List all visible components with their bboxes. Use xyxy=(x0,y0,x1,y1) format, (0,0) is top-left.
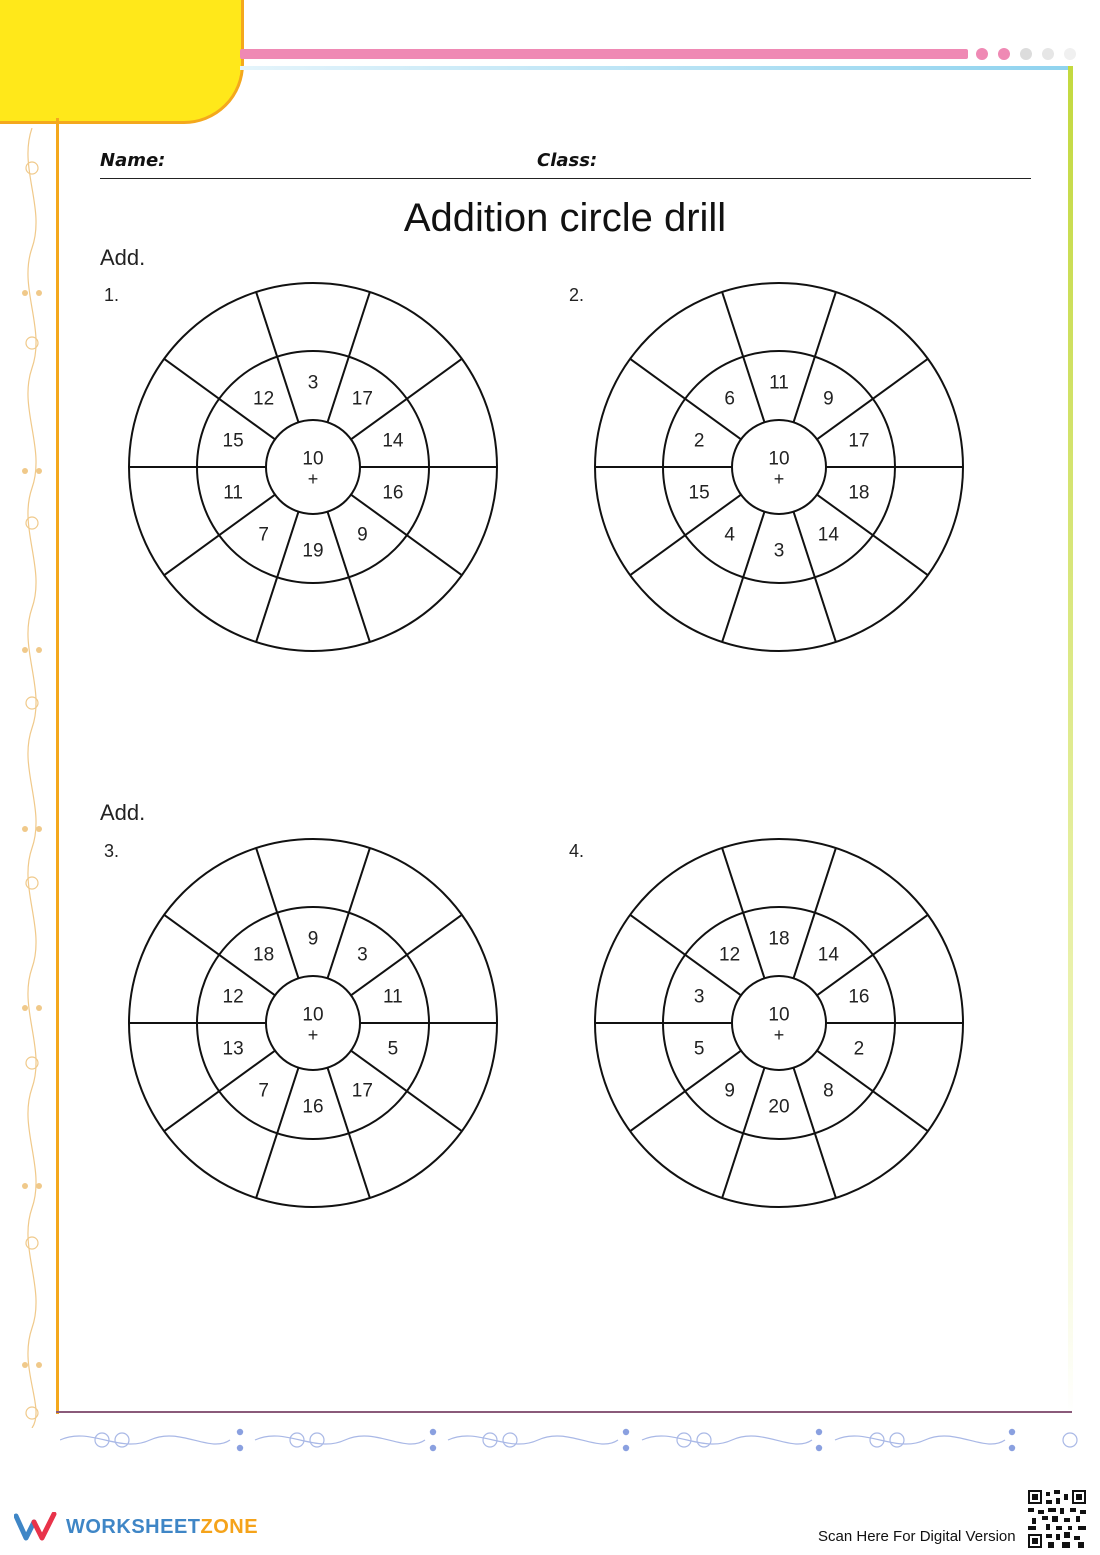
drill-label-2: 2. xyxy=(569,285,585,305)
answer-cell-7[interactable] xyxy=(148,407,192,435)
ring-number: 15 xyxy=(222,430,244,452)
ring-number: 8 xyxy=(823,1080,834,1102)
ring-number: 9 xyxy=(823,388,834,410)
worksheet-title: Addition circle drill xyxy=(403,196,727,240)
brand-text-worksheet: WORKSHEET xyxy=(66,1515,201,1538)
ring-number: 5 xyxy=(387,1038,399,1060)
answer-cell-9[interactable] xyxy=(291,859,335,887)
ring-number: 4 xyxy=(724,524,735,546)
ring-number: 3 xyxy=(357,944,368,966)
center-number: 10 xyxy=(768,448,790,470)
drill-label-3: 3. xyxy=(104,841,120,861)
ring-number: 17 xyxy=(351,388,373,410)
ring-number: 7 xyxy=(258,524,269,546)
answer-cell-2[interactable] xyxy=(900,1055,944,1083)
answer-cell-1[interactable] xyxy=(434,407,478,435)
ring-number: 18 xyxy=(253,944,275,966)
bottom-border xyxy=(56,1411,1072,1413)
answer-cell-1[interactable] xyxy=(900,407,944,435)
answer-cell-4[interactable] xyxy=(757,1159,801,1187)
ring-number: 13 xyxy=(222,1038,244,1060)
instruction-2: Add. xyxy=(100,800,146,825)
ring-number: 2 xyxy=(693,430,705,452)
plus-operator: + xyxy=(773,1025,785,1045)
answer-cell-10[interactable] xyxy=(845,888,889,916)
ring-number: 3 xyxy=(693,986,705,1008)
answer-cell-2[interactable] xyxy=(434,499,478,527)
ring-number: 14 xyxy=(817,524,839,546)
ring-number: 6 xyxy=(724,388,735,410)
answer-cell-2[interactable] xyxy=(900,499,944,527)
circle-drill-4 xyxy=(593,837,965,1209)
answer-cell-4[interactable] xyxy=(291,1159,335,1187)
name-class-line xyxy=(100,148,1031,179)
circle-drill-2 xyxy=(593,281,965,653)
answer-cell-1[interactable] xyxy=(434,963,478,991)
answer-cell-8[interactable] xyxy=(669,332,713,360)
answer-cell-5[interactable] xyxy=(669,574,713,602)
answer-cell-8[interactable] xyxy=(203,888,247,916)
center-number: 10 xyxy=(302,1004,324,1026)
answer-cell-7[interactable] xyxy=(614,963,658,991)
answer-cell-6[interactable] xyxy=(614,1055,658,1083)
top-blue-line xyxy=(240,66,1072,70)
top-dots xyxy=(976,48,1076,60)
answer-cell-8[interactable] xyxy=(669,888,713,916)
answer-cell-9[interactable] xyxy=(757,303,801,331)
answer-cell-5[interactable] xyxy=(669,1130,713,1158)
drill-label-1: 1. xyxy=(104,285,120,305)
ring-number: 9 xyxy=(307,928,319,950)
ring-number: 11 xyxy=(383,986,403,1008)
answer-cell-5[interactable] xyxy=(203,574,247,602)
plus-operator: + xyxy=(307,469,319,489)
answer-cell-6[interactable] xyxy=(148,1055,192,1083)
name-label: Name: xyxy=(100,150,166,171)
circle-drill-1 xyxy=(127,281,499,653)
answer-cell-7[interactable] xyxy=(148,963,192,991)
answer-cell-3[interactable] xyxy=(379,574,423,602)
ring-number: 3 xyxy=(773,540,785,562)
ring-number: 16 xyxy=(302,1096,324,1118)
ring-number: 9 xyxy=(724,1080,735,1102)
ring-number: 17 xyxy=(351,1080,373,1102)
ring-number: 14 xyxy=(817,944,839,966)
drill-label-4: 4. xyxy=(569,841,585,861)
ring-number: 18 xyxy=(768,928,790,950)
right-border xyxy=(1068,66,1073,1416)
ring-number: 3 xyxy=(307,372,319,394)
ring-number: 11 xyxy=(769,372,789,394)
ring-number: 20 xyxy=(768,1096,790,1118)
ring-number: 17 xyxy=(848,430,870,452)
answer-cell-10[interactable] xyxy=(379,332,423,360)
ring-number: 12 xyxy=(719,944,741,966)
answer-cell-9[interactable] xyxy=(757,859,801,887)
answer-cell-10[interactable] xyxy=(845,332,889,360)
center-number: 10 xyxy=(302,448,324,470)
bottom-ornament xyxy=(60,1422,1080,1458)
qr-code-icon[interactable] xyxy=(1028,1490,1086,1548)
ring-number: 7 xyxy=(258,1080,269,1102)
answer-cell-10[interactable] xyxy=(379,888,423,916)
answer-cell-5[interactable] xyxy=(203,1130,247,1158)
answer-cell-7[interactable] xyxy=(614,407,658,435)
brand-text-zone: ZONE xyxy=(200,1515,259,1538)
answer-cell-3[interactable] xyxy=(845,1130,889,1158)
top-pink-bar xyxy=(240,49,968,59)
plus-operator: + xyxy=(773,469,785,489)
ring-number: 9 xyxy=(357,524,368,546)
ring-number: 12 xyxy=(222,986,244,1008)
scan-text: Scan Here For Digital Version xyxy=(818,1528,1016,1545)
ring-number: 5 xyxy=(693,1038,705,1060)
ring-number: 15 xyxy=(688,482,710,504)
ring-number: 16 xyxy=(848,986,870,1008)
answer-cell-3[interactable] xyxy=(845,574,889,602)
answer-cell-4[interactable] xyxy=(757,603,801,631)
answer-cell-2[interactable] xyxy=(434,1055,478,1083)
answer-cell-3[interactable] xyxy=(379,1130,423,1158)
answer-cell-1[interactable] xyxy=(900,963,944,991)
ring-number: 11 xyxy=(223,482,243,504)
left-border xyxy=(56,118,59,1414)
answer-cell-6[interactable] xyxy=(614,499,658,527)
ring-number: 12 xyxy=(253,388,275,410)
worksheetzone-logo xyxy=(14,1512,258,1542)
ring-number: 16 xyxy=(382,482,404,504)
answer-cell-4[interactable] xyxy=(291,603,335,631)
ring-number: 18 xyxy=(848,482,870,504)
circle-drill-3 xyxy=(127,837,499,1209)
answer-cell-8[interactable] xyxy=(203,332,247,360)
answer-cell-9[interactable] xyxy=(291,303,335,331)
ring-number: 2 xyxy=(853,1038,865,1060)
plus-operator: + xyxy=(307,1025,319,1045)
center-number: 10 xyxy=(768,1004,790,1026)
answer-cell-6[interactable] xyxy=(148,499,192,527)
ring-number: 14 xyxy=(382,430,404,452)
instruction-1: Add. xyxy=(100,245,146,270)
ring-number: 19 xyxy=(302,540,324,562)
corner-tab xyxy=(0,0,244,124)
class-label: Class: xyxy=(537,150,598,171)
left-ornament xyxy=(14,128,50,1428)
logo-mark-icon xyxy=(14,1512,58,1542)
